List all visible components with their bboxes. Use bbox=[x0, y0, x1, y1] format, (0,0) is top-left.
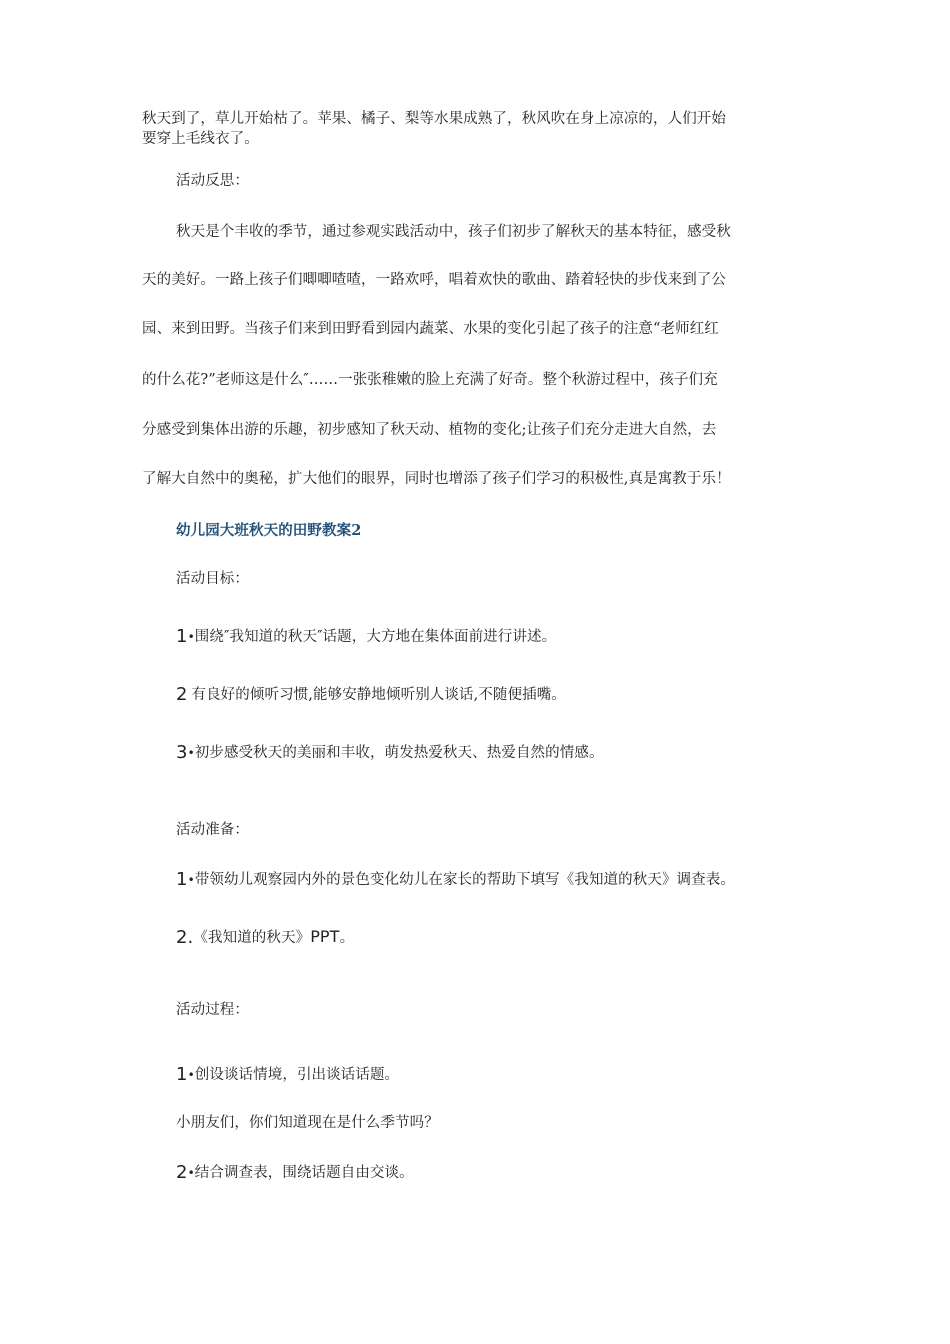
process-step-1-separator: • bbox=[187, 1068, 195, 1082]
section-heading: 幼儿园大班秋天的田野教案2 bbox=[176, 522, 362, 539]
goal-item-2-text: 有良好的倾听习惯,能够安静地倾听别人谈话,不随便插嘴。 bbox=[191, 687, 566, 703]
process-question: 小朋友们，你们知道现在是什么季节吗？ bbox=[176, 1115, 439, 1131]
goal-item-3-text: 初步感受秋天的美丽和丰收，萌发热爱秋天、热爱自然的情感。 bbox=[194, 745, 604, 761]
process-step-2-number: 2 bbox=[176, 1162, 188, 1183]
prep-item-2-number: 2. bbox=[176, 927, 194, 948]
process-step-2-text: 结合调查表，围绕话题自由交谈。 bbox=[194, 1165, 414, 1181]
prep-item-2-text: 《我知道的秋天》 bbox=[193, 930, 311, 946]
reflection-line-3: 园、来到田野。当孩子们来到田野看到园内蔬菜、水果的变化引起了孩子的注意“老师红红 bbox=[142, 321, 719, 337]
goal-item-1-separator: • bbox=[187, 630, 195, 644]
goal-item-3 bbox=[176, 743, 836, 763]
process-step-2-separator: • bbox=[187, 1166, 195, 1180]
prep-item-1-number: 1 bbox=[176, 869, 188, 890]
process-step-1 bbox=[176, 1065, 836, 1085]
prep-item-2 bbox=[176, 927, 836, 948]
reflection-line-6: 了解大自然中的奥秘，扩大他们的眼界，同时也增添了孩子们学习的积极性,真是寓教于乐！ bbox=[142, 471, 731, 487]
prep-title: 活动准备： bbox=[176, 822, 249, 838]
prep-item-1-text: 带领幼儿观察园内外的景色变化幼儿在家长的帮助下填写《我知道的秋天》调查表。 bbox=[194, 872, 735, 888]
goal-item-1 bbox=[176, 627, 836, 647]
goal-item-3-separator: • bbox=[187, 746, 195, 760]
prep-item-1-separator: • bbox=[187, 873, 195, 887]
process-step-1-text: 创设谈话情境，引出谈话话题。 bbox=[194, 1067, 400, 1083]
prep-item-1 bbox=[176, 870, 836, 890]
reflection-line-1: 秋天是个丰收的季节，通过参观实践活动中，孩子们初步了解秋天的基本特征，感受秋 bbox=[176, 224, 731, 240]
goal-item-1-number: 1 bbox=[176, 626, 188, 647]
goal-item-1-text: 围绕″我知道的秋天″话题，大方地在集体面前进行讲述。 bbox=[194, 629, 557, 645]
reflection-title: 活动反思： bbox=[176, 173, 249, 189]
goal-item-2-number: 2 bbox=[176, 684, 188, 705]
goal-item-2 bbox=[176, 685, 836, 705]
reflection-line-2: 天的美好。一路上孩子们唧唧喳喳，一路欢呼，唱着欢快的歌曲、踏着轻快的步伐来到了公 bbox=[142, 272, 726, 288]
process-title: 活动过程： bbox=[176, 1002, 249, 1018]
goals-title: 活动目标： bbox=[176, 571, 249, 587]
intro-line-1: 秋天到了，草儿开始枯了。苹果、橘子、梨等水果成熟了，秋风吹在身上凉凉的，人们开始 bbox=[142, 111, 726, 127]
process-step-1-number: 1 bbox=[176, 1064, 188, 1085]
goal-item-3-number: 3 bbox=[176, 742, 188, 763]
intro-line-2: 要穿上毛线衣了。 bbox=[142, 131, 259, 147]
reflection-line-5: 分感受到集体出游的乐趣，初步感知了秋天动、植物的变化;让孩子们充分走进大自然，去 bbox=[142, 422, 717, 438]
prep-item-2-end: 。 bbox=[339, 930, 355, 946]
process-step-2 bbox=[176, 1163, 836, 1183]
reflection-line-4: 的什么花?”老师这是什么″……一张张稚嫩的脸上充满了好奇。整个秋游过程中，孩子们充 bbox=[142, 372, 718, 388]
prep-item-2-ppt: PPT bbox=[310, 927, 340, 946]
